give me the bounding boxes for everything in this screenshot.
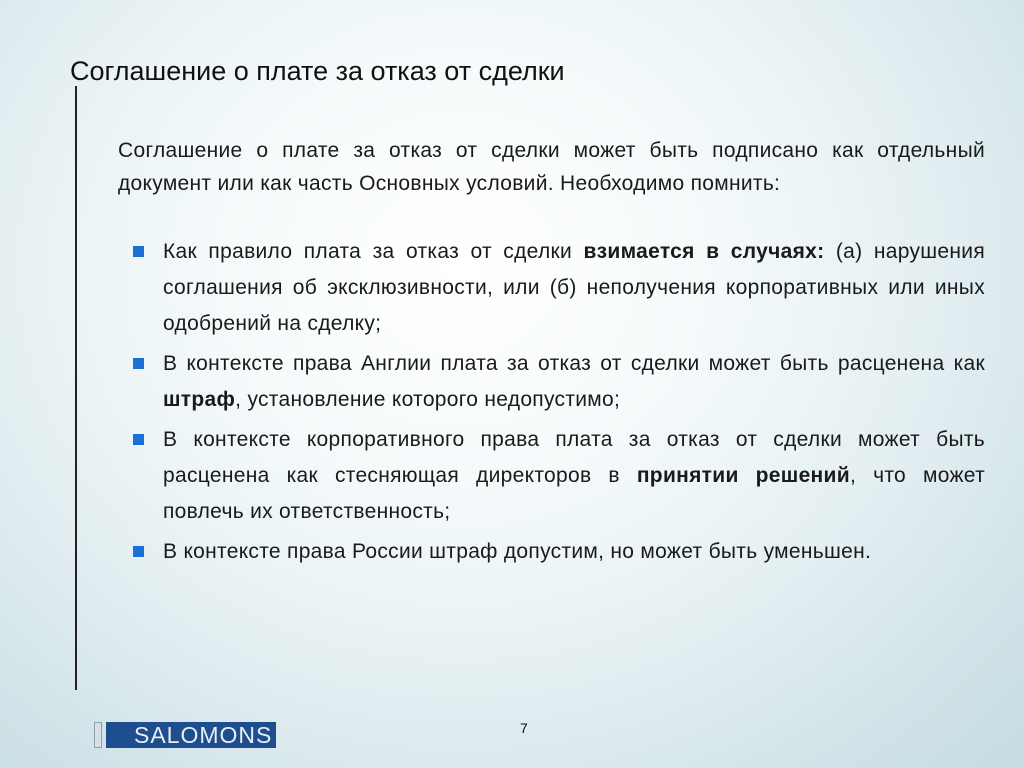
bullet-item xyxy=(118,534,985,570)
bullet-emphasis: принятии решений xyxy=(636,464,850,487)
bullet-item xyxy=(118,346,985,418)
page-number: 7 xyxy=(520,720,528,736)
bullet-emphasis: штраф xyxy=(163,388,236,411)
square-bullet-icon xyxy=(133,246,144,257)
bullet-text: В контексте права Англии плата за отказ от сделки может быть расценена как штраф, установление которого недопустимо; xyxy=(163,352,985,411)
square-bullet-icon xyxy=(133,434,144,445)
slide-title: Соглашение о плате за отказ от сделки xyxy=(70,56,565,87)
bullet-text: Как правило плата за отказ от сделки взимается в случаях: (а) нарушения соглашения об эксклюзивности, или (б) неполучения корпоративных или иных одобрений на сделку; xyxy=(163,240,986,335)
square-bullet-icon xyxy=(133,358,144,369)
bullet-text: В контексте корпоративного права плата за отказ от сделки может быть расценена как стесняющая директоров в принятии решений, что может повлечь их ответственность; xyxy=(163,428,985,523)
bullet-emphasis: взимается в случаях: xyxy=(583,240,825,263)
square-bullet-icon xyxy=(133,546,144,557)
bullet-item xyxy=(118,234,985,342)
vertical-divider xyxy=(75,86,77,690)
logo-bar-icon xyxy=(94,722,102,748)
bullet-item xyxy=(118,422,985,530)
slide-content xyxy=(118,134,985,574)
logo-text: SALOMONS xyxy=(106,722,276,748)
bullet-list xyxy=(118,234,985,570)
salomons-logo xyxy=(94,722,276,748)
bullet-text: В контексте права России штраф допустим, но может быть уменьшен. xyxy=(163,540,872,563)
intro-paragraph: Соглашение о плате за отказ от сделки может быть подписано как отдельный документ или как часть Основных условий. Необходимо помнить: xyxy=(118,139,985,195)
